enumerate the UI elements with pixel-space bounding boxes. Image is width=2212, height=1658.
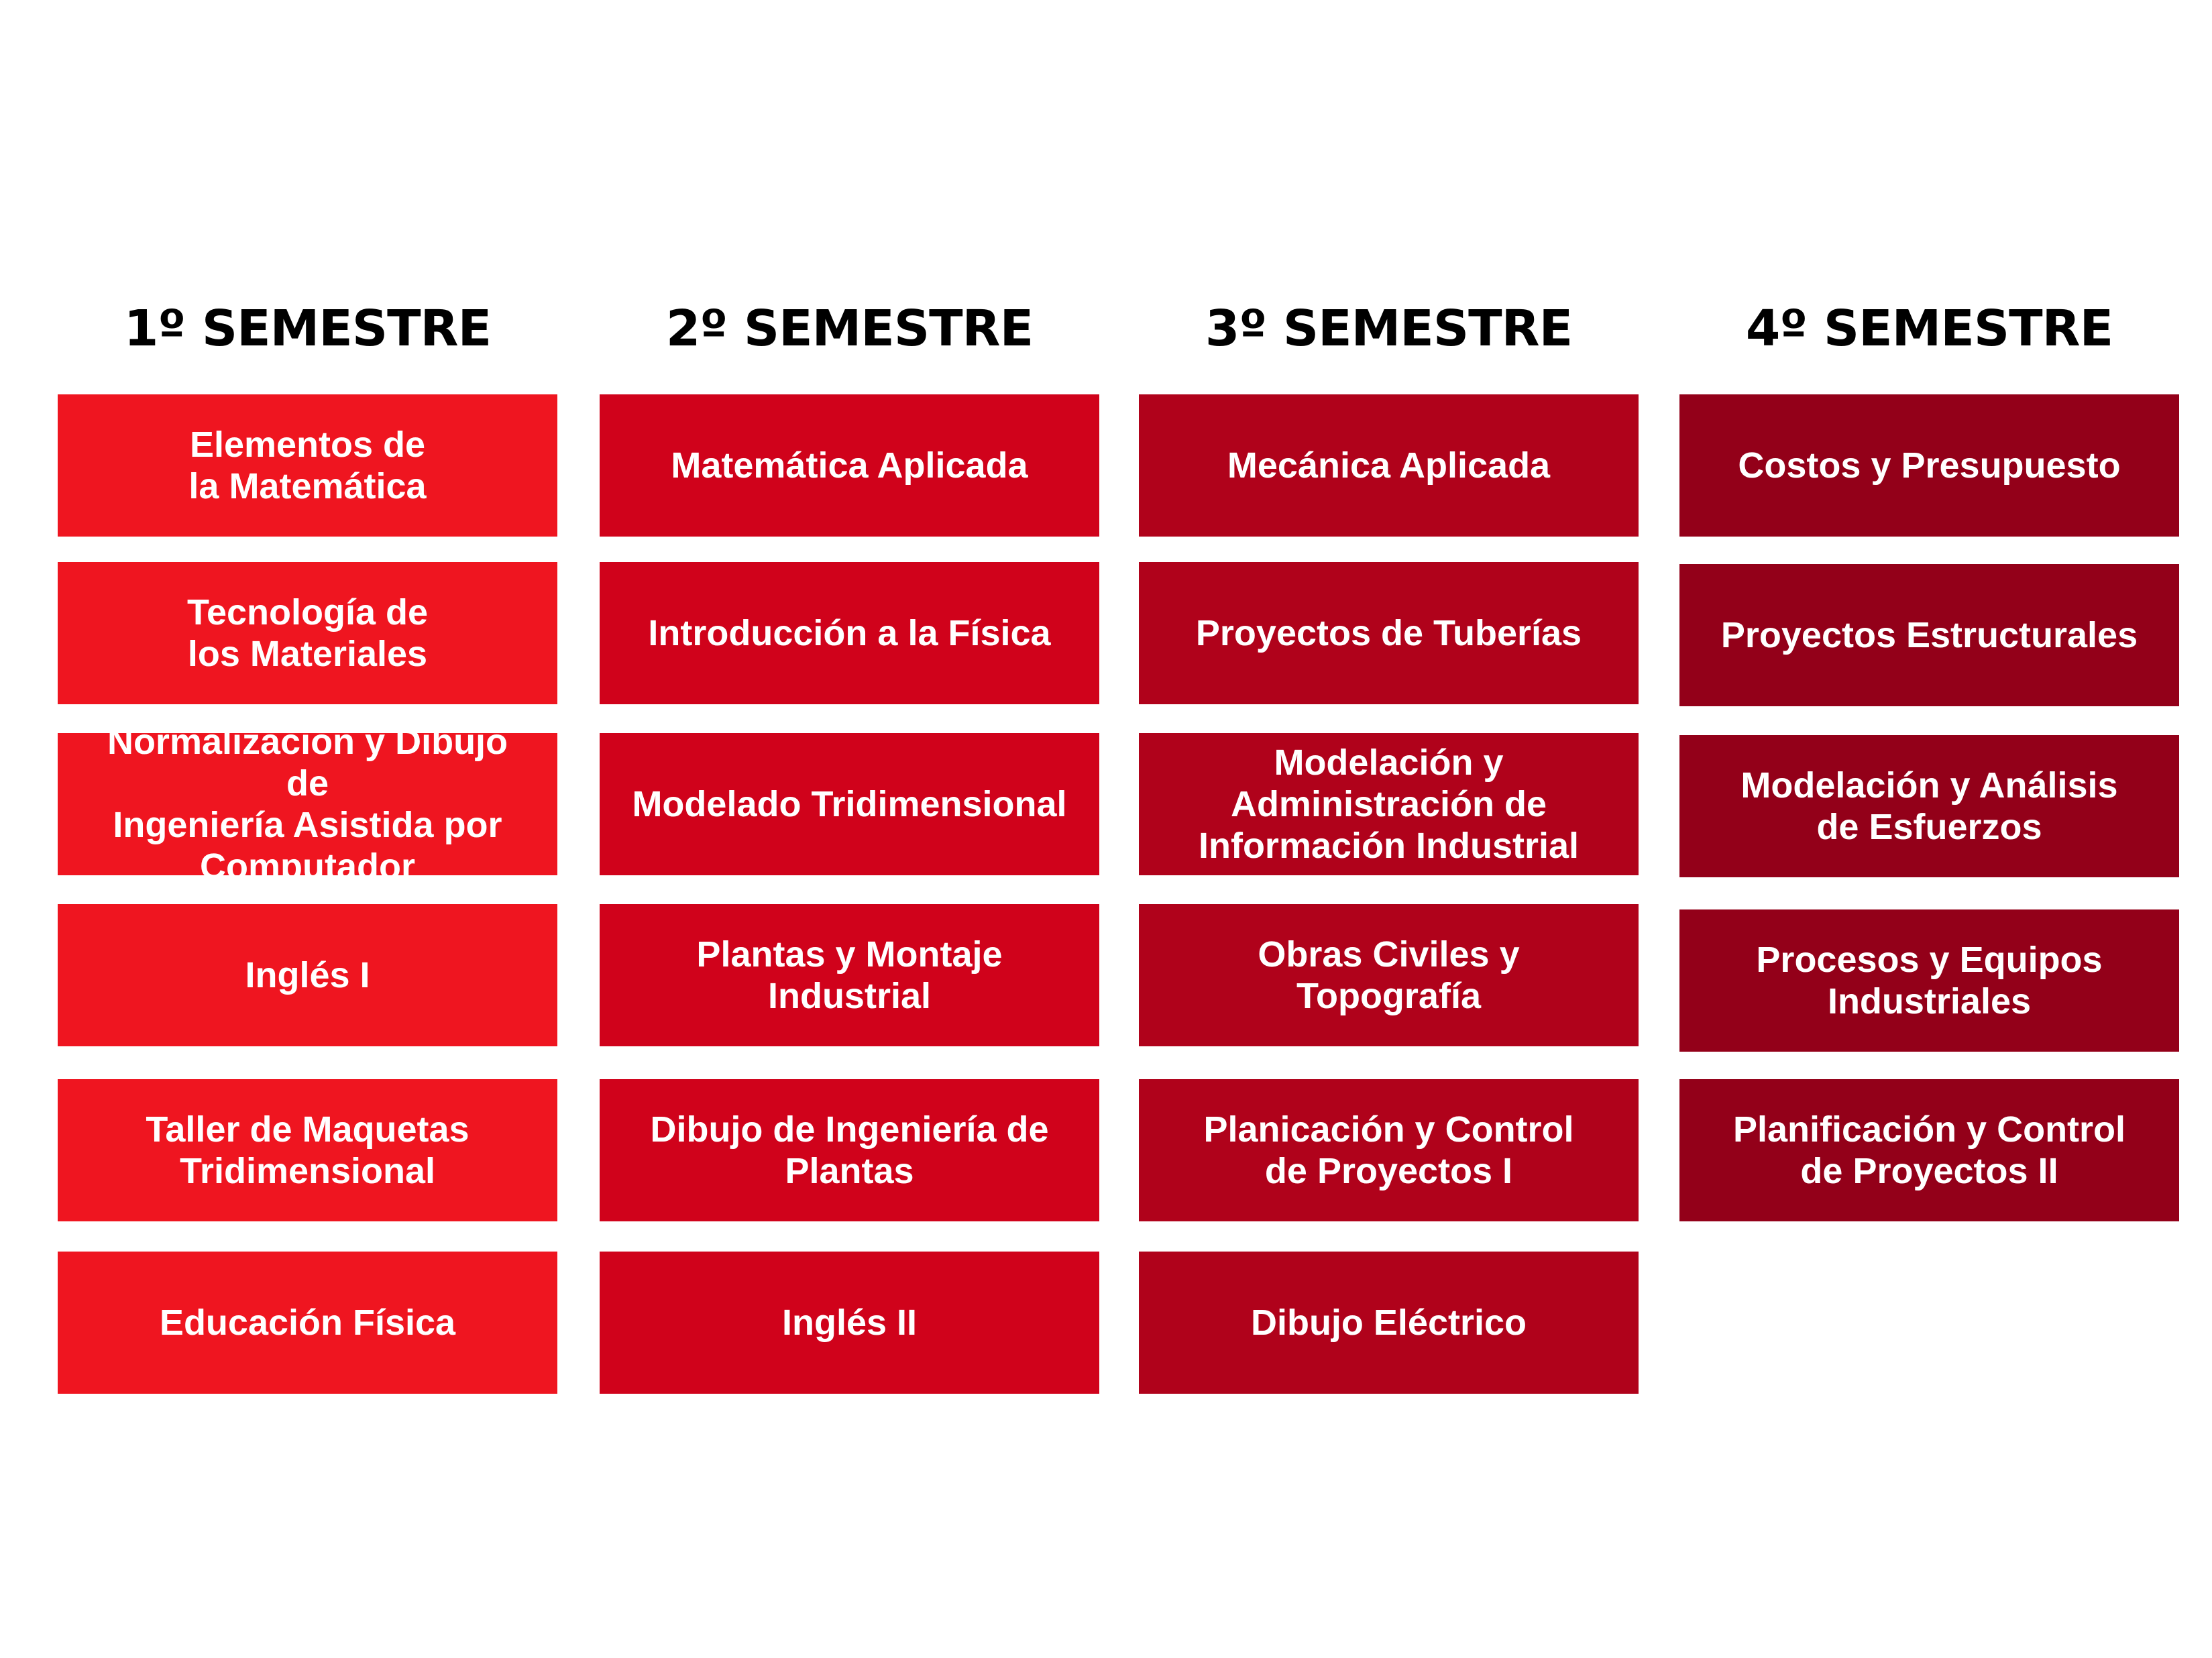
semester-4-column — [1679, 0, 2179, 1658]
course-card — [1679, 564, 2179, 706]
course-label: Planificación y Control de Proyectos II — [1732, 1109, 2126, 1191]
course-label: Dibujo de Ingeniería de Plantas — [650, 1109, 1049, 1191]
course-card — [58, 904, 557, 1046]
course-card — [600, 394, 1099, 537]
course-card — [1139, 394, 1639, 537]
semester-1-column — [58, 0, 557, 1658]
course-label: Procesos y Equipos Industriales — [1756, 940, 2103, 1021]
course-card — [58, 562, 557, 704]
course-label: Proyectos Estructurales — [1720, 615, 2138, 655]
course-card — [1139, 562, 1639, 704]
course-card — [600, 1079, 1099, 1221]
semester-2-title: 2º SEMESTRE — [665, 300, 1034, 357]
course-label: Tecnología de los Materiales — [186, 592, 429, 674]
semester-4-title: 4º SEMESTRE — [1745, 300, 2113, 357]
course-label: Introducción a la Física — [648, 613, 1051, 653]
course-label: Modelado Tridimensional — [632, 784, 1067, 824]
semester-3-title: 3º SEMESTRE — [1205, 300, 1573, 357]
course-card — [600, 562, 1099, 704]
course-card — [58, 394, 557, 537]
course-card — [58, 1079, 557, 1221]
course-label: Inglés II — [781, 1303, 918, 1343]
course-label: Costos y Presupuesto — [1738, 445, 2121, 486]
course-label: Matemática Aplicada — [671, 445, 1028, 486]
course-card — [1139, 904, 1639, 1046]
course-label: Taller de Maquetas Tridimensional — [146, 1109, 469, 1191]
course-card — [600, 904, 1099, 1046]
course-label: Modelación y Análisis de Esfuerzos — [1740, 765, 2118, 847]
course-card — [1139, 1252, 1639, 1394]
course-card — [1139, 733, 1639, 875]
course-label: Dibujo Eléctrico — [1250, 1303, 1527, 1343]
course-card — [1139, 1079, 1639, 1221]
semester-1-title: 1º SEMESTRE — [123, 300, 492, 357]
course-label: Educación Física — [159, 1303, 456, 1343]
course-label: Planicación y Control de Proyectos I — [1203, 1109, 1574, 1191]
course-card — [600, 733, 1099, 875]
course-label: Modelación y Administración de Información Industrial — [1198, 742, 1580, 866]
course-label: Inglés I — [245, 955, 370, 995]
course-card — [58, 1252, 557, 1394]
semester-3-column — [1139, 0, 1639, 1658]
course-card — [1679, 394, 2179, 537]
course-card — [1679, 1079, 2179, 1221]
course-card — [1679, 909, 2179, 1052]
semester-2-column — [600, 0, 1099, 1658]
course-label: Obras Civiles y Topografía — [1258, 934, 1520, 1016]
course-label: Mecánica Aplicada — [1227, 445, 1551, 486]
course-card — [1679, 735, 2179, 877]
course-card — [600, 1252, 1099, 1394]
course-label: Elementos de la Matemática — [188, 425, 427, 506]
course-label: Proyectos de Tuberías — [1195, 613, 1582, 653]
course-label: Plantas y Montaje Industrial — [696, 934, 1003, 1016]
course-label: Normalización y Dibujo de Ingeniería Asistida por Computador — [107, 722, 508, 887]
course-card — [58, 722, 557, 887]
